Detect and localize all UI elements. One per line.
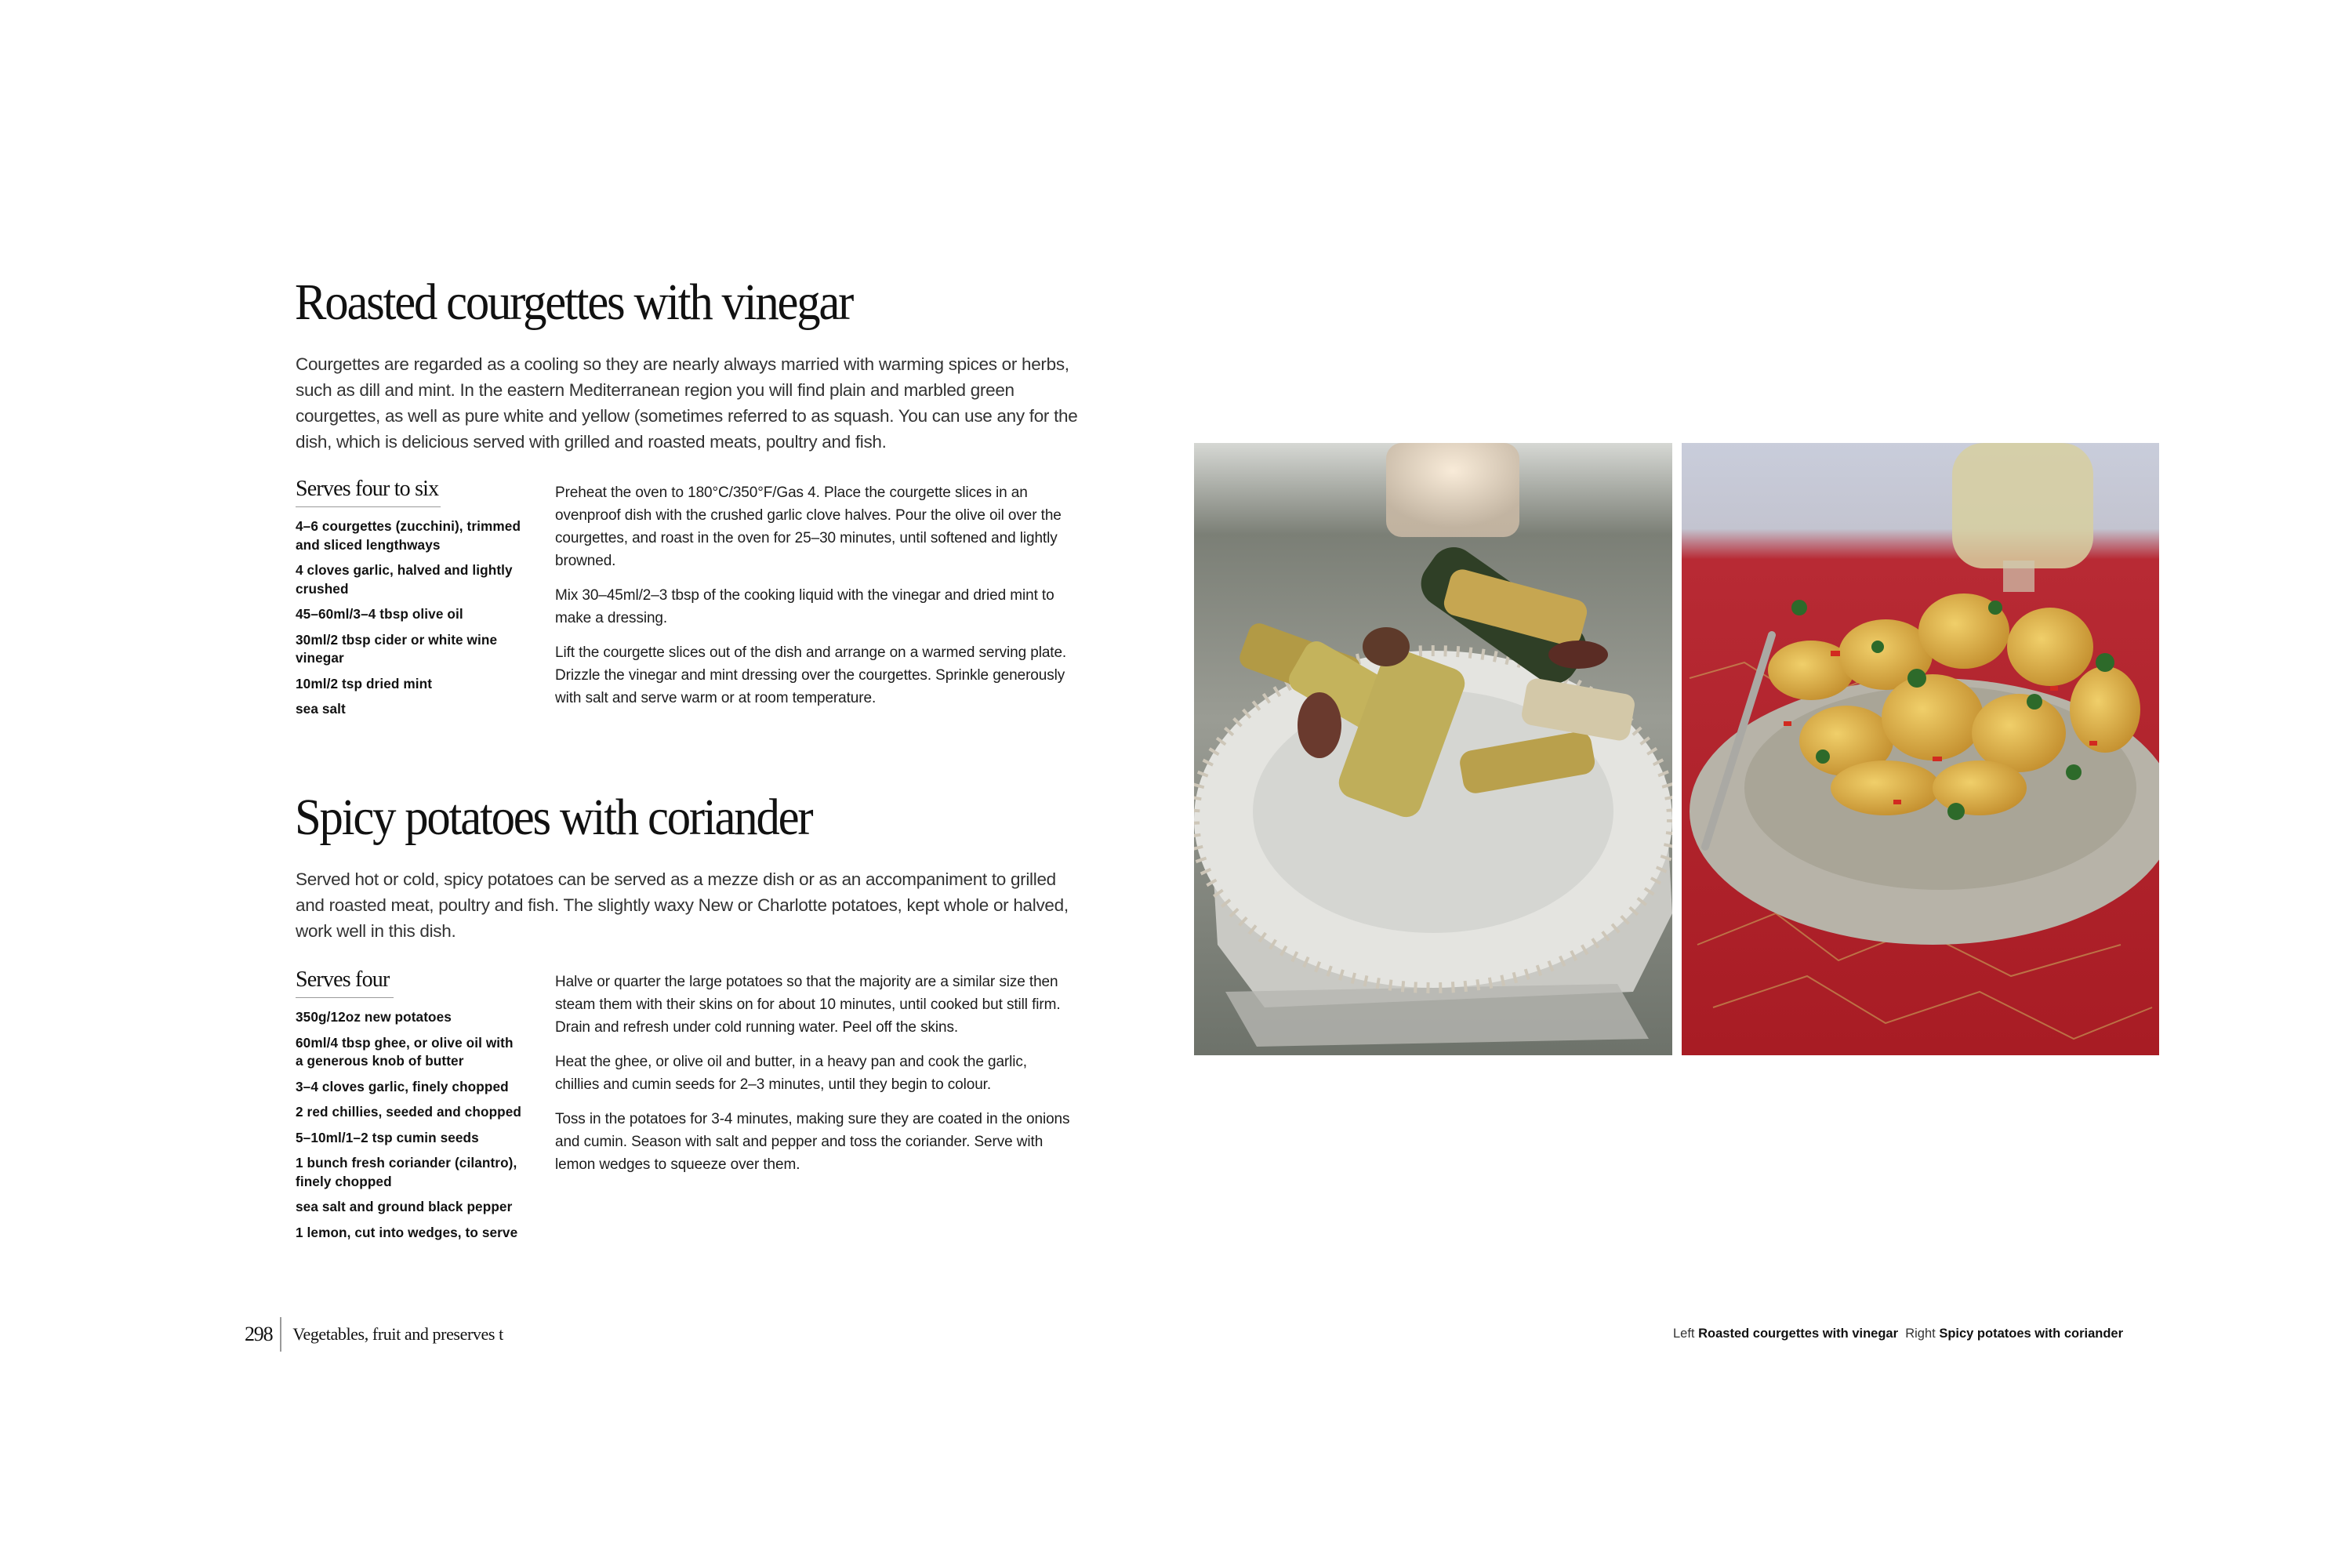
caption-left-title: Roasted courgettes with vinegar — [1698, 1327, 1899, 1341]
recipe-intro: Courgettes are regarded as a cooling so they are nearly always married with warming spices or herbs, such as dill and mint. In the eastern Mediterranean region you will find plain and marbled green courgettes, as well as pure white and yellow (sometimes referred to as squash. You can use any for the dish, which is delicious served with grilled and roasted meats, poultry and fish. — [296, 354, 1078, 452]
ingredient-item: 1 lemon, cut into wedges, to serve — [296, 1224, 518, 1240]
page-number: 298 — [245, 1323, 273, 1345]
ingredient-item: 1 bunch fresh coriander (cilantro), finely chopped — [296, 1155, 517, 1189]
ingredient-item: 350g/12oz new potatoes — [296, 1009, 452, 1025]
ingredient-list — [296, 517, 523, 726]
footer-divider — [280, 1317, 281, 1352]
serves-heading: Serves four — [296, 967, 394, 998]
method-step: Heat the ghee, or olive oil and butter, in a heavy pan and cook the garlic, chillies and cumin seeds for 2–3 minutes, until they begin to colour. — [555, 1054, 1027, 1093]
chapter-name: Vegetables, fruit and preserves t — [292, 1324, 503, 1344]
method-step: Preheat the oven to 180°C/350°F/Gas 4. Place the courgette slices in an ovenproof dish with the crushed garlic clove halves. Pour the olive oil over the courgettes, and roast in the oven for 25–30 minutes, until softened and lightly browned. — [555, 485, 1062, 569]
potatoes-photo — [1682, 443, 2159, 1055]
ingredient-item: 3–4 cloves garlic, finely chopped — [296, 1078, 509, 1094]
method-steps — [555, 481, 1073, 721]
page-footer — [245, 1317, 503, 1352]
caption-right-label: Right — [1905, 1327, 1936, 1341]
method-steps — [555, 971, 1073, 1188]
method-step: Lift the courgette slices out of the dish and arrange on a warmed serving plate. Drizzle the vinegar and mint dressing over the courgettes. Sprinkle generously with salt and serve warm or at room temperature. — [555, 644, 1067, 706]
ingredient-item: 4 cloves garlic, halved and lightly crushed — [296, 562, 513, 597]
recipe-title: Spicy potatoes with coriander — [295, 789, 812, 846]
ingredient-item: 60ml/4 tbsp ghee, or olive oil with a generous knob of butter — [296, 1034, 514, 1069]
method-step: Toss in the potatoes for 3-4 minutes, making sure they are coated in the onions and cumin. Season with salt and pepper and toss the coriander. Serve with lemon wedges to squeeze over them. — [555, 1111, 1070, 1173]
caption-left-label: Left — [1673, 1327, 1695, 1341]
ingredient-item: 10ml/2 tsp dried mint — [296, 675, 433, 691]
method-step: Halve or quarter the large potatoes so that the majority are a similar size then steam them with their skins on for about 10 minutes, until cooked but still firm. Drain and refresh under cold running water. Peel off the skins. — [555, 974, 1061, 1036]
serves-heading: Serves four to six — [296, 477, 441, 507]
photo-caption — [1673, 1327, 2123, 1341]
ingredient-list — [296, 1008, 523, 1249]
ingredient-item: 5–10ml/1–2 tsp cumin seeds — [296, 1129, 479, 1145]
ingredient-item: 45–60ml/3–4 tbsp olive oil — [296, 606, 463, 622]
ingredient-item: sea salt and ground black pepper — [296, 1199, 513, 1214]
ingredient-item: 2 red chillies, seeded and chopped — [296, 1104, 522, 1120]
ingredient-item: 4–6 courgettes (zucchini), trimmed and sliced lengthways — [296, 518, 521, 553]
ingredient-item: 30ml/2 tbsp cider or white wine vinegar — [296, 631, 498, 666]
method-step: Mix 30–45ml/2–3 tbsp of the cooking liquid with the vinegar and dried mint to make a dressing. — [555, 587, 1054, 626]
courgettes-photo — [1194, 443, 1672, 1055]
ingredient-item: sea salt — [296, 701, 346, 717]
recipe-intro: Served hot or cold, spicy potatoes can be served as a mezze dish or as an accompaniment to grilled and roasted meat, poultry and fish. The slightly waxy New or Charlotte potatoes, kept whole or halved, work well in this dish. — [296, 869, 1069, 941]
caption-right-title: Spicy potatoes with coriander — [1939, 1327, 2124, 1341]
recipe-title: Roasted courgettes with vinegar — [295, 274, 853, 331]
